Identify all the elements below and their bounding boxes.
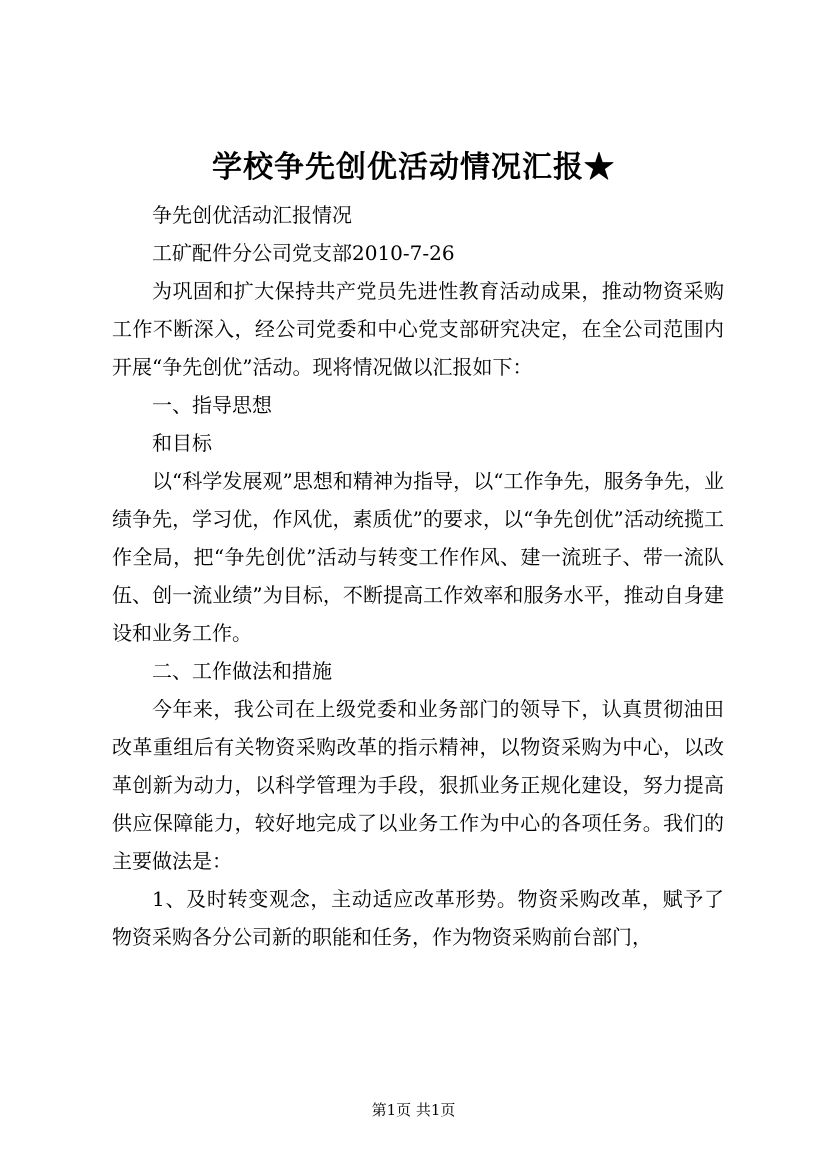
paragraph-work-methods: 今年来，我公司在上级党委和业务部门的领导下，认真贯彻油田改革重组后有关物资采购改革的指示精神，以物资采购为中心，以改革创新为动力，以科学管理为手段，狠抓业务正规化建设，努力提高供应保障能力，较好地完成了以业务工作为中心的各项任务。我们的主要做法是： <box>112 697 724 873</box>
heading-guiding-ideology: 一、指导思想 <box>152 393 272 417</box>
paragraph-subtitle: 争先创优活动汇报情况 <box>152 203 352 227</box>
page-footer: 第1页 共1页 <box>371 1101 456 1119</box>
paragraph-intro: 为巩固和扩大保持共产党员先进性教育活动成果，推动物资采购工作不断深入，经公司党委和中心党支部研究决定，在全公司范围内开展“争先创优”活动。现将情况做以汇报如下： <box>112 279 724 379</box>
document-body <box>112 196 724 956</box>
document-title: 学校争先创优活动情况汇报★ <box>212 150 615 185</box>
heading-goals: 和目标 <box>152 431 212 455</box>
paragraph-item-1: 1、及时转变观念，主动适应改革形势。物资采购改革，赋予了物资采购各分公司新的职能和任务，作为物资采购前台部门， <box>112 887 724 949</box>
paragraph-author-date: 工矿配件分公司党支部2010-7-26 <box>152 241 455 265</box>
paragraph-guiding-ideology: 以“科学发展观”思想和精神为指导，以“工作争先，服务争先，业绩争先，学习优，作风优，素质优”的要求，以“争先创优”活动统揽工作全局，把“争先创优”活动与转变工作作风、建一流班子、带一流队伍、创一流业绩”为目标，不断提高工作效率和服务水平，推动自身建设和业务工作。 <box>112 469 724 645</box>
heading-work-methods: 二、工作做法和措施 <box>152 659 332 683</box>
